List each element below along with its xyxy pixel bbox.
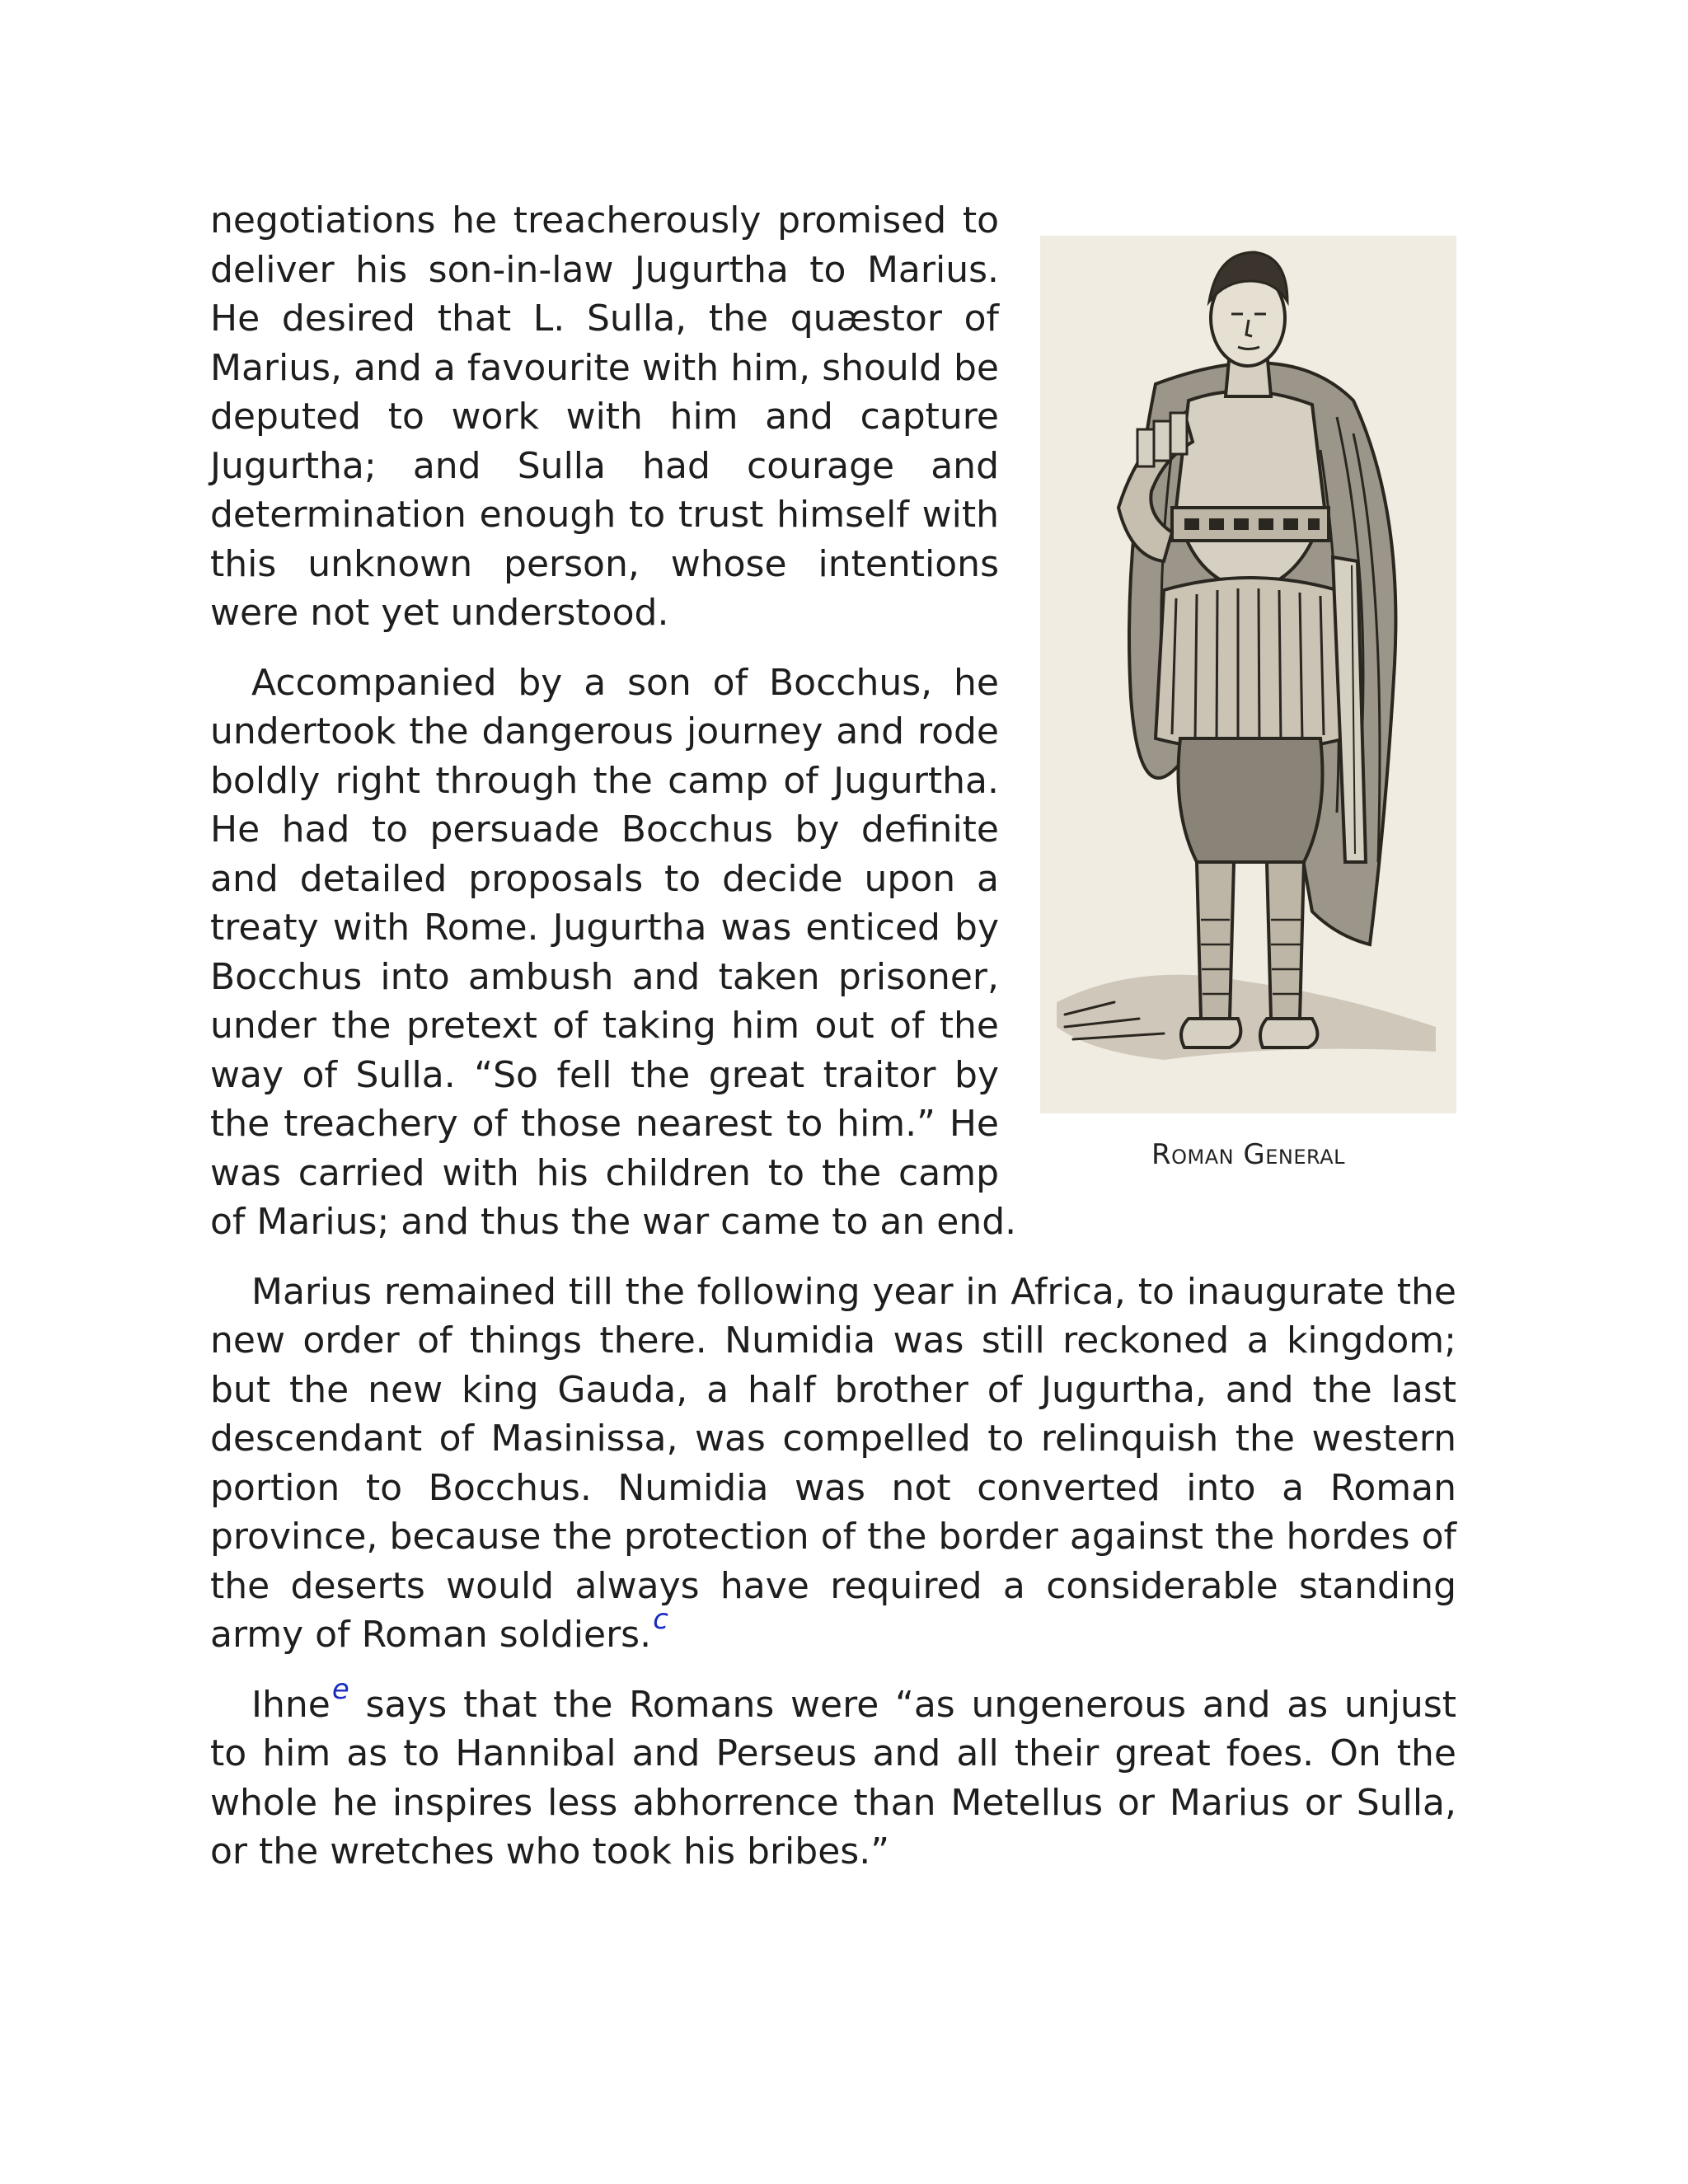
figure-caption: Roman General [1151,1138,1346,1171]
paragraph-1: negotiations he treacherously promised to deliver his son-in-law Jugurtha to Marius. He desired that L. Sulla, the quæstor of Marius, and a favourite with him, should be deputed to work with him and capture Jugurtha; and Sulla had courage and determination enough to trust himself with this unknown person, whose intentions were not yet understood. [210,199,999,634]
paragraph-3-text: Marius remained till the following year in Africa, to inaugurate the new order of things there. Numidia was still reckoned a kingdom; but the new king Gauda, a half brother of Jugurtha, and the last descendant of Masinissa, was compelled to relinquish the western portion to Bocchus. Numidia was not converted into a Roman province, because the protection of the border against the hordes of the deserts would always have required a considerable standing army of Roman soldiers. [210,1270,1456,1656]
figure [1040,236,1456,1173]
paragraph-4-text: says that the Romans were “as ungenerous and as unjust to him as to Hannibal and Perseus and all their great foes. On the whole he inspires less abhorrence than Metellus or Marius or Sulla, or the wretches who took his bribes.” [210,1683,1456,1872]
paragraph-4 [210,1672,1456,1877]
footnote-ref-c[interactable]: c [653,1603,668,1636]
paragraph-3 [210,1268,1456,1660]
page-body [210,196,1456,1897]
paragraph-4-lead: Ihne [251,1683,331,1726]
roman-general-illustration-icon [1040,236,1456,1113]
footnote-ref-e[interactable]: e [331,1672,349,1706]
paragraph-2: Accompanied by a son of Bocchus, he undertook the dangerous journey and rode boldly right through the camp of Jugurtha. He had to persuade Bocchus by definite and detailed proposals to decide upon a treaty with Rome. Jugurtha was enticed by Bocchus into ambush and taken prisoner, under the pretext of taking him out of the way of Sulla. “So fell the great traitor by the treachery of those nearest to him.” He was carried with his children to the camp of Marius; and thus the war came to an end. [210,661,1017,1243]
